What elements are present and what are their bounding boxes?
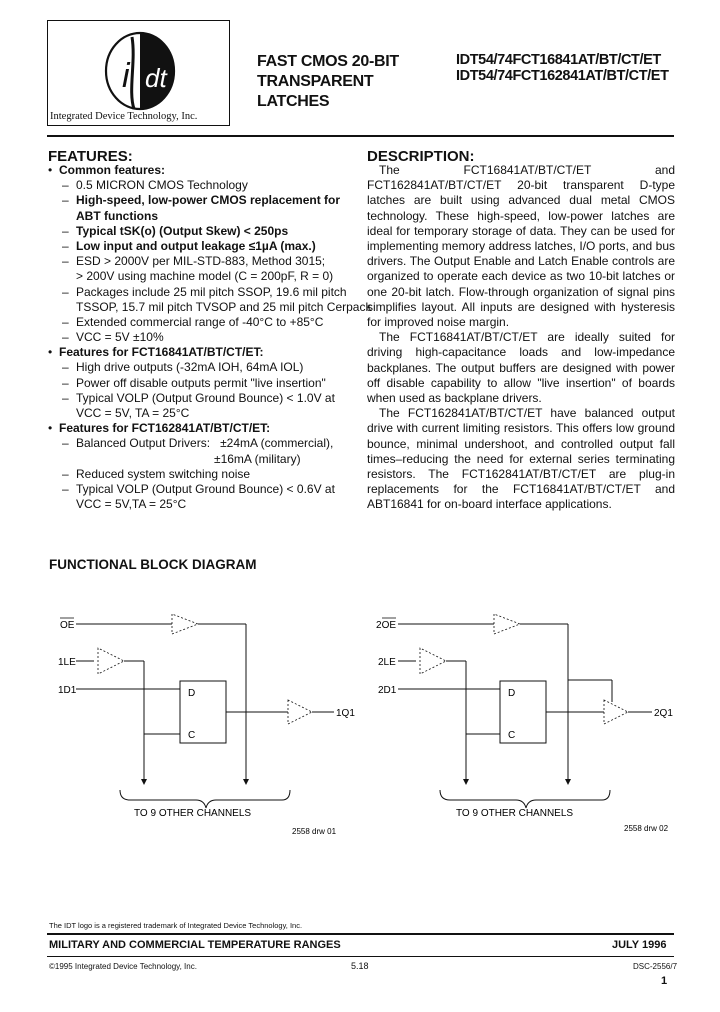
feature-item (48, 452, 368, 467)
part-numbers (456, 52, 669, 84)
bullet-icon: • (48, 163, 53, 177)
feature-text: Typical VOLP (Output Ground Bounce) < 1.0V at (76, 390, 335, 405)
feature-item (48, 330, 368, 345)
feature-text: Common features: (59, 163, 166, 177)
oe-buffer-icon (494, 614, 520, 634)
feature-text: 0.5 MICRON CMOS Technology (76, 178, 248, 193)
channels-brace (440, 790, 610, 808)
part-number: IDT54/74FCT162841AT/BT/CT/ET (456, 68, 669, 84)
page-reference: 5.18 (351, 961, 369, 971)
svg-text:dt: dt (145, 63, 167, 93)
feature-text: Features for FCT162841AT/BT/CT/ET: (59, 421, 271, 436)
feature-text: VCC = 5V,TA = 25°C (76, 497, 187, 512)
drawing-number: 2558 drw 02 (624, 824, 669, 833)
feature-item (48, 376, 368, 391)
dash-icon: – (62, 360, 69, 375)
dash-icon: – (62, 481, 69, 496)
q-output-label: 2Q1 (654, 708, 673, 719)
latch-c-label: C (188, 730, 196, 741)
svg-text:i: i (122, 57, 130, 95)
feature-text: Reduced system switching noise (76, 466, 251, 481)
block-diagram-heading: FUNCTIONAL BLOCK DIAGRAM (49, 557, 257, 572)
dash-icon: – (62, 223, 69, 238)
feature-text: High drive outputs (-32mA IOH, 64mA IOL) (76, 360, 304, 375)
trademark-note: The IDT logo is a registered trademark of Integrated Device Technology, Inc. (49, 921, 303, 930)
feature-item (48, 163, 368, 178)
header-rule (47, 135, 674, 137)
feature-item (48, 254, 368, 269)
output-buffer-icon (604, 700, 628, 724)
feature-item (48, 269, 368, 284)
feature-text: Packages include 25 mil pitch SSOP, 19.6 mil pitch (76, 284, 347, 299)
page-title (257, 52, 399, 112)
bullet-icon: • (48, 421, 53, 436)
feature-item (48, 239, 368, 254)
features-heading-text: FEATURES: (48, 148, 133, 165)
channels-label: TO 9 OTHER CHANNELS (134, 808, 252, 819)
latch-d-label: D (188, 688, 196, 699)
block-diagram (0, 590, 720, 840)
footer-rule-bottom (47, 956, 674, 957)
feature-text: Typical VOLP (Output Ground Bounce) < 0.6V at (76, 481, 335, 496)
dash-icon: – (62, 178, 69, 193)
le-label: 1LE (58, 657, 76, 668)
dash-icon: – (62, 314, 69, 329)
dash-icon: – (62, 254, 69, 269)
feature-item (48, 178, 368, 193)
drawing-number: 2558 drw 01 (292, 827, 337, 836)
output-buffer-icon (288, 700, 312, 724)
feature-text: Power off disable outputs permit "live insertion" (76, 375, 326, 390)
bullet-icon: • (48, 345, 53, 360)
feature-text: Extended commercial range of -40°C to +85°C (76, 314, 324, 329)
d-input-label: 1D1 (58, 685, 77, 696)
feature-text: Balanced Output Drivers: ±24mA (commercial), (76, 436, 334, 451)
diagram-left (58, 614, 355, 836)
le-label: 2LE (378, 657, 396, 668)
oe-label: OE (60, 620, 75, 631)
title-line: TRANSPARENT (257, 73, 374, 90)
description-heading-text: DESCRIPTION: (367, 148, 475, 165)
feature-item (48, 209, 368, 224)
feature-item (48, 436, 368, 451)
feature-item (48, 406, 368, 421)
copyright: ©1995 Integrated Device Technology, Inc. (49, 962, 197, 971)
features-list (48, 163, 372, 512)
le-buffer-icon (98, 648, 124, 674)
page-number: 1 (661, 975, 668, 987)
feature-text: VCC = 5V ±10% (76, 330, 164, 345)
document-number: DSC-2556/7 (633, 962, 678, 971)
dash-icon: – (62, 238, 69, 253)
feature-text: Low input and output leakage ≤1µA (max.) (76, 238, 316, 253)
temperature-range: MILITARY AND COMMERCIAL TEMPERATURE RANGES (49, 939, 341, 951)
feature-item (48, 391, 368, 406)
latch-d-label: D (508, 688, 516, 699)
latch-c-label: C (508, 730, 516, 741)
feature-text: VCC = 5V, TA = 25°C (76, 406, 190, 420)
description-paragraph: The FCT16841AT/BT/CT/ET and FCT162841AT/BT/CT/ET 20-bit transparent D-type latches are built using advanced dual metal CMOS technology. These high-speed, low-power latches are ideal for temporary storage of data. They can be used for implementing memory address latches, I/O ports, and bus drivers. The Output Enable and Latch Enable controls are organized to operate each device as two 10-bit latches or one 20-bit latch. Flow-through organization of signal pins simplifies layout. All inputs are designed with hysteresis for improved noise margin. (367, 163, 675, 330)
dash-icon: – (62, 390, 69, 405)
channels-brace (120, 790, 290, 808)
dash-icon: – (62, 193, 69, 208)
diagram-right (376, 614, 673, 833)
feature-item (48, 497, 368, 512)
company-name: Integrated Device Technology, Inc. (50, 111, 198, 122)
part-number: IDT54/74FCT16841AT/BT/CT/ET (456, 52, 661, 68)
dash-icon: – (62, 436, 69, 451)
channels-label: TO 9 OTHER CHANNELS (456, 808, 574, 819)
description-paragraph: The FCT16841AT/BT/CT/ET are ideally suited for driving high-capacitance loads and low-impedance backplanes. The output buffers are designed with power off disable capability to allow "live insertion" of boards when used as backplane drivers. (367, 330, 675, 406)
feature-item (48, 421, 368, 436)
feature-item (48, 315, 368, 330)
dash-icon: – (62, 284, 69, 299)
idt-logo-icon (48, 21, 229, 125)
d-input-label: 2D1 (378, 685, 397, 696)
title-line: FAST CMOS 20-BIT (257, 53, 399, 70)
feature-item (48, 482, 368, 497)
dash-icon: – (62, 466, 69, 481)
oe-label: 2OE (376, 620, 397, 631)
feature-item (48, 345, 368, 360)
feature-item (48, 360, 368, 375)
title-line: LATCHES (257, 93, 330, 110)
feature-text: Typical tSK(o) (Output Skew) < 250ps (76, 223, 289, 238)
feature-text: TSSOP, 15.7 mil pitch TVSOP and 25 mil pitch Cerpack (76, 299, 372, 314)
q-output-label: 1Q1 (336, 708, 355, 719)
feature-item (48, 193, 368, 208)
feature-text: ±16mA (military) (214, 451, 301, 466)
feature-item (48, 224, 368, 239)
feature-text: ABT functions (76, 208, 158, 223)
latch-box (500, 681, 546, 743)
le-buffer-icon (420, 648, 446, 674)
publication-date: JULY 1996 (612, 939, 667, 951)
feature-text: Features for FCT16841AT/BT/CT/ET: (59, 345, 264, 360)
oe-buffer-icon (172, 614, 198, 634)
description-body (367, 163, 675, 513)
description-paragraph: The FCT162841AT/BT/CT/ET have balanced output drive with current limiting resistors. This offers low ground bounce, minimal undershoot, and controlled output fall times–reducing the need for external series terminating resistors. The FCT162841AT/BT/CT/ET are plug-in replacements for the FCT16841AT/BT/CT/ET and ABT16841 for on-board interface applications. (367, 406, 675, 512)
feature-item (48, 467, 368, 482)
latch-box (180, 681, 226, 743)
feature-item (48, 299, 372, 315)
feature-text: ESD > 2000V per MIL-STD-883, Method 3015; (76, 254, 326, 269)
dash-icon: – (62, 330, 69, 345)
feature-item (48, 285, 368, 300)
footer-rule-top (47, 933, 674, 935)
feature-text: High-speed, low-power CMOS replacement for (76, 193, 341, 208)
dash-icon: – (62, 375, 69, 390)
feature-text: > 200V using machine model (C = 200pF, R = 0) (76, 269, 334, 284)
